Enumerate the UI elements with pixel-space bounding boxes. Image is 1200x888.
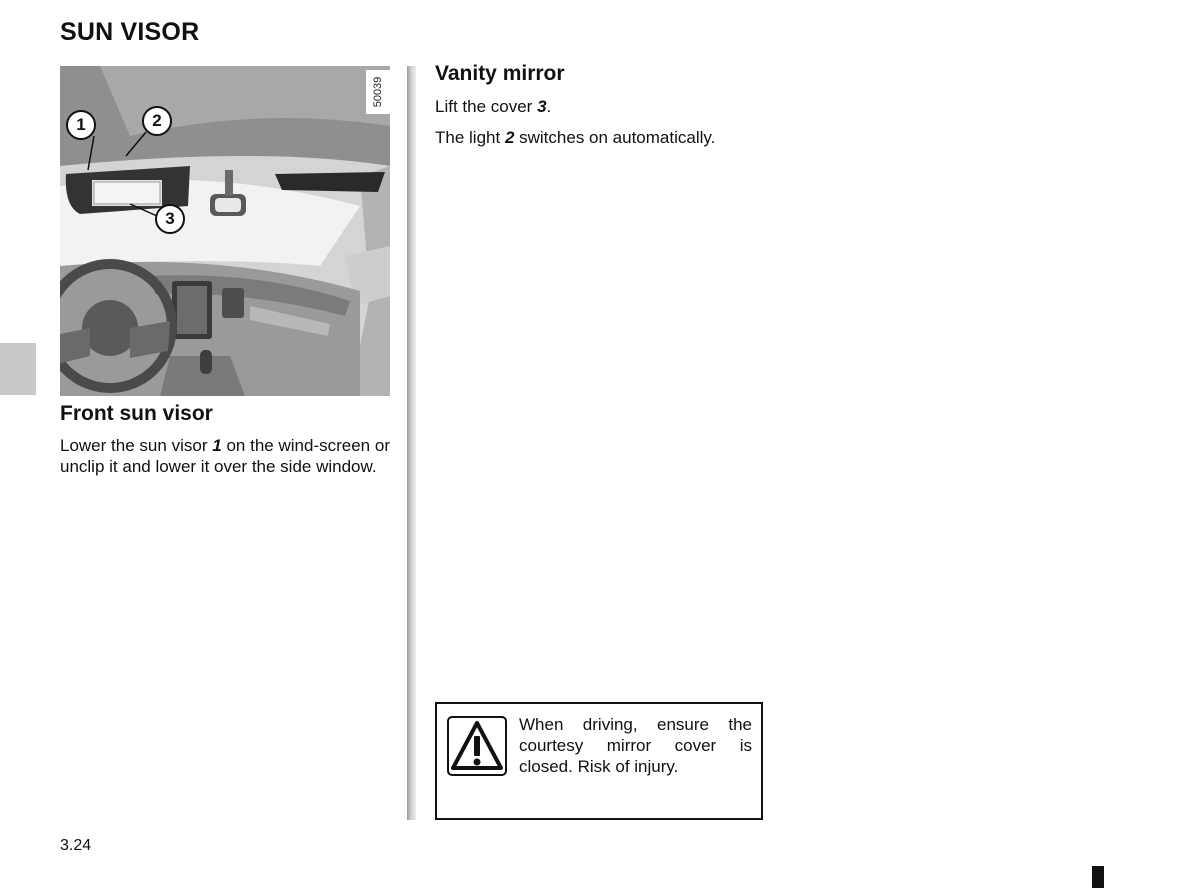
vanity-mirror-text	[435, 96, 815, 148]
sun-visor-illustration	[60, 66, 390, 396]
text-fragment: .	[546, 97, 552, 116]
reference-number: 3	[537, 97, 547, 116]
warning-triangle-icon	[447, 716, 507, 776]
page-number: 3.24	[60, 837, 92, 854]
column-divider	[407, 66, 416, 820]
text-fragment: The light	[435, 128, 505, 147]
front-sun-visor-heading: Front sun visor	[60, 402, 213, 425]
chapter-tab	[0, 343, 36, 395]
reference-number: 2	[504, 128, 515, 147]
callout-1: 1	[66, 110, 96, 140]
warning-text: When driving, ensure the courtesy mirror cover is closed. Risk of injury.	[519, 715, 752, 776]
warning-box	[435, 702, 763, 820]
page-edge-marker	[1092, 866, 1104, 888]
image-reference-code: 50039	[372, 76, 384, 108]
text-fragment: switches on automatically.	[514, 128, 716, 147]
reference-number: 1	[212, 436, 222, 455]
front-sun-visor-text	[60, 435, 390, 477]
text-fragment: Lift the cover	[435, 97, 538, 116]
callout-3: 3	[155, 204, 185, 234]
car-interior-drawing	[60, 66, 390, 396]
image-reference	[366, 70, 390, 114]
callout-2: 2	[142, 106, 172, 136]
page-title: SUN VISOR	[60, 18, 200, 46]
vanity-mirror-heading: Vanity mirror	[435, 62, 565, 85]
text-fragment: Lower the sun visor	[60, 436, 213, 455]
text-fragment: on the wind-screen or unclip it and lower it over the side window.	[60, 436, 390, 476]
